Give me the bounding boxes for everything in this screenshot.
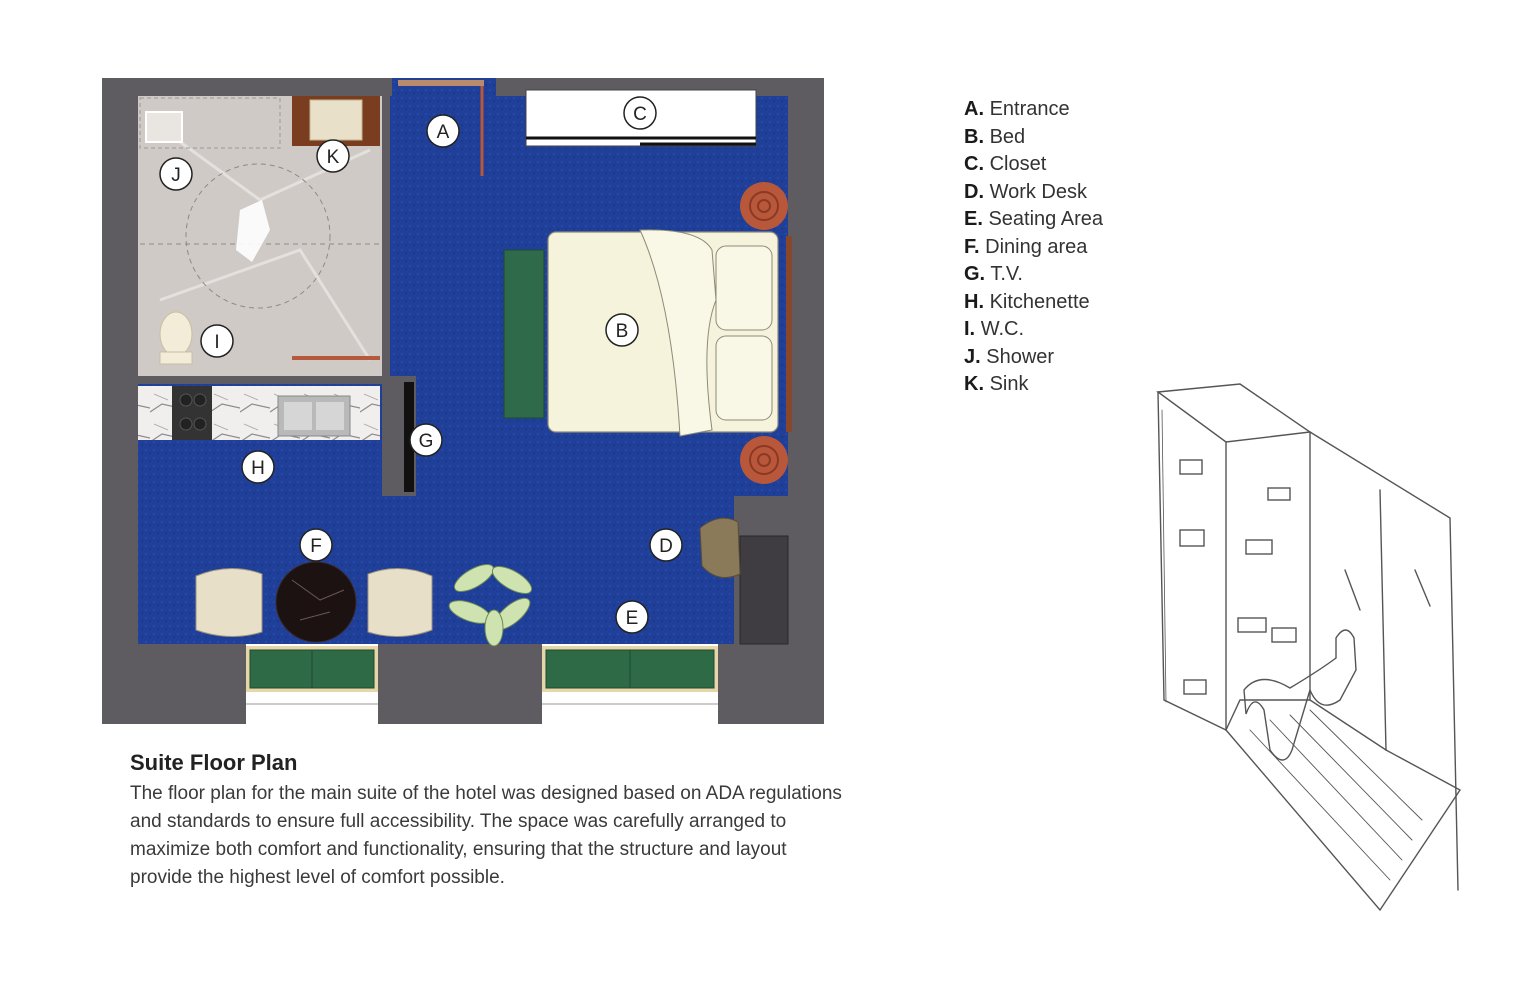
legend-item: G. T.V. xyxy=(964,263,1023,285)
svg-text:J: J xyxy=(171,165,181,186)
dining-chair xyxy=(368,568,432,636)
headboard xyxy=(786,236,792,432)
marker-i xyxy=(201,325,233,357)
svg-text:D: D xyxy=(659,536,673,557)
legend-item: B. Bed xyxy=(964,125,1026,148)
marker-c xyxy=(624,97,656,129)
bathroom-wall xyxy=(382,96,390,382)
dining-table xyxy=(276,562,356,642)
marker-d xyxy=(650,529,682,561)
svg-text:K: K xyxy=(326,147,340,168)
entrance-door xyxy=(398,80,484,86)
marker-g xyxy=(410,424,442,456)
legend-item: C. Closet xyxy=(964,153,1047,175)
legend-item: A. Entrance xyxy=(964,98,1070,120)
legend-item: I. W.C. xyxy=(964,318,1025,340)
cooktop xyxy=(172,386,212,440)
marker-b xyxy=(606,314,638,346)
toilet xyxy=(160,312,192,356)
svg-text:H: H xyxy=(251,458,265,479)
sink-basin xyxy=(310,100,362,140)
work-desk xyxy=(740,536,788,644)
legend-item: D. Work Desk xyxy=(964,180,1087,203)
dining-chair xyxy=(196,568,262,636)
shower-seat xyxy=(146,112,182,142)
legend-item: H. Kitchenette xyxy=(964,290,1090,313)
svg-text:B: B xyxy=(615,321,629,342)
bench xyxy=(504,250,544,418)
marker-f xyxy=(300,529,332,561)
plan-title: Suite Floor Plan xyxy=(130,750,298,775)
svg-text:E: E xyxy=(625,608,639,629)
marker-h xyxy=(242,451,274,483)
svg-text:G: G xyxy=(418,431,434,452)
legend xyxy=(964,96,1103,399)
svg-text:I: I xyxy=(214,332,220,353)
nightstand-rug xyxy=(740,436,788,484)
svg-text:F: F xyxy=(310,536,322,557)
marker-e xyxy=(616,601,648,633)
plan-description: The floor plan for the main suite of the hotel was designed based on ADA regulations and standards to ensure full accessibility. The space was carefully arranged to maximize both comfort and functionality, ensuring that the structure and layout provide the highest level of comfort possible. xyxy=(130,783,842,888)
bathroom-wall-bottom xyxy=(130,376,388,384)
svg-text:A: A xyxy=(436,122,450,143)
marker-a xyxy=(427,115,459,147)
pillow xyxy=(716,336,772,420)
legend-item: K. Sink xyxy=(964,373,1029,395)
legend-item: F. Dining area xyxy=(964,235,1088,258)
desk-chair xyxy=(700,518,740,577)
legend-item: J. Shower xyxy=(964,345,1055,368)
marker-k xyxy=(317,140,349,172)
svg-text:C: C xyxy=(633,104,647,125)
pillow xyxy=(716,246,772,330)
nightstand-rug xyxy=(740,182,788,230)
marker-j xyxy=(160,158,192,190)
legend-item: E. Seating Area xyxy=(964,208,1103,230)
perspective-sketch xyxy=(1140,370,1480,940)
